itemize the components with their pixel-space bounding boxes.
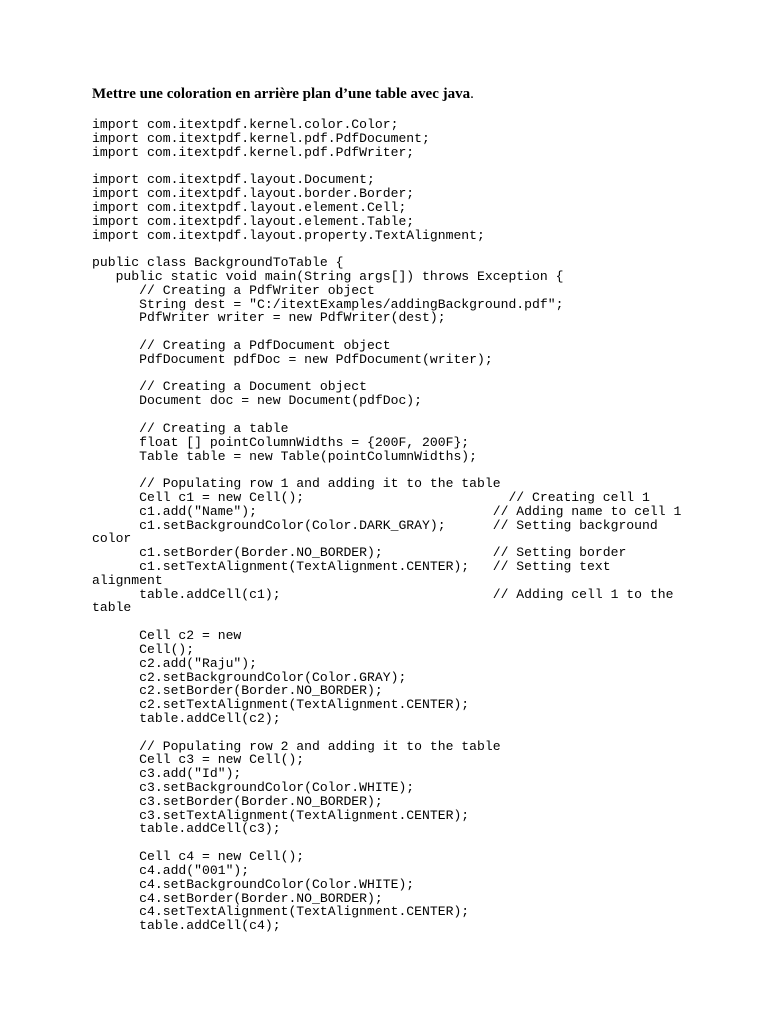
code-line: import com.itextpdf.layout.element.Cell; bbox=[92, 199, 407, 215]
code-line: Cell c1 = new Cell(); // Creating cell 1 bbox=[92, 489, 650, 505]
code-line bbox=[92, 726, 732, 740]
code-line: import com.itextpdf.kernel.color.Color; bbox=[92, 117, 399, 132]
code-line: table.addCell(c1); // Adding cell 1 to the bbox=[92, 586, 674, 602]
code-line: import com.itextpdf.layout.property.TextAlignment; bbox=[92, 227, 485, 243]
code-line: public class BackgroundToTable { bbox=[92, 255, 344, 271]
code-line: Document doc = new Document(pdfDoc); bbox=[92, 393, 423, 409]
code-line: c4.setTextAlignment(TextAlignment.CENTER); bbox=[92, 904, 470, 920]
code-line: // Creating a table bbox=[92, 420, 289, 436]
code-line bbox=[92, 615, 732, 629]
code-line: // Populating row 1 and adding it to the table bbox=[92, 476, 501, 492]
code-line: PdfWriter writer = new PdfWriter(dest); bbox=[92, 310, 446, 326]
code-line: Cell c4 = new Cell(); bbox=[92, 849, 305, 865]
code-line: String dest = "C:/itextExamples/addingBackground.pdf"; bbox=[92, 296, 564, 312]
code-line: c3.setBackgroundColor(Color.WHITE); bbox=[92, 780, 415, 795]
code-line: Cell(); bbox=[92, 641, 195, 657]
code-line: alignment bbox=[92, 572, 163, 588]
code-listing bbox=[92, 118, 732, 933]
code-line bbox=[92, 242, 732, 256]
code-line: c1.setBorder(Border.NO_BORDER); // Setting border bbox=[92, 545, 627, 561]
code-line: // Populating row 2 and adding it to the table bbox=[92, 738, 501, 754]
code-line: public static void main(String args[]) throws Exception { bbox=[92, 268, 564, 284]
code-line: table.addCell(c4); bbox=[92, 918, 281, 934]
document-title-period: . bbox=[470, 86, 474, 102]
code-line: color bbox=[92, 531, 132, 547]
code-line: c3.setTextAlignment(TextAlignment.CENTER); bbox=[92, 807, 470, 823]
code-line: c4.add("001"); bbox=[92, 862, 250, 878]
document-title-text: Mettre une coloration en arrière plan d’une table avec java bbox=[92, 86, 471, 102]
code-line: float [] pointColumnWidths = {200F, 200F}; bbox=[92, 434, 470, 450]
code-line: import com.itextpdf.layout.border.Border; bbox=[92, 186, 415, 202]
code-line bbox=[92, 836, 732, 850]
code-line: c4.setBackgroundColor(Color.WHITE); bbox=[92, 876, 415, 892]
code-line: c2.setTextAlignment(TextAlignment.CENTER); bbox=[92, 697, 470, 713]
code-line: PdfDocument pdfDoc = new PdfDocument(writer); bbox=[92, 351, 493, 367]
code-line: c2.setBackgroundColor(Color.GRAY); bbox=[92, 669, 407, 685]
code-line: c3.setBorder(Border.NO_BORDER); bbox=[92, 793, 383, 809]
code-line: Cell c2 = new bbox=[92, 628, 242, 644]
code-line: // Creating a PdfWriter object bbox=[92, 282, 375, 298]
code-line: c4.setBorder(Border.NO_BORDER); bbox=[92, 890, 383, 906]
code-line bbox=[92, 367, 732, 381]
code-line bbox=[92, 463, 732, 477]
code-line: import com.itextpdf.kernel.pdf.PdfDocument; bbox=[92, 130, 430, 146]
code-line: table bbox=[92, 600, 132, 616]
code-line: c1.setTextAlignment(TextAlignment.CENTER); // Setting text bbox=[92, 559, 611, 574]
code-line: c2.add("Raju"); bbox=[92, 655, 258, 671]
code-line: import com.itextpdf.kernel.pdf.PdfWriter; bbox=[92, 144, 415, 160]
code-line: // Creating a Document object bbox=[92, 379, 368, 395]
code-line bbox=[92, 325, 732, 339]
code-line: c1.add("Name"); // Adding name to cell 1 bbox=[92, 503, 682, 519]
code-line: import com.itextpdf.layout.Document; bbox=[92, 172, 375, 188]
code-line: c1.setBackgroundColor(Color.DARK_GRAY); // Setting background bbox=[92, 517, 658, 533]
document-title bbox=[92, 85, 474, 103]
code-line: Table table = new Table(pointColumnWidths); bbox=[92, 448, 478, 464]
code-line bbox=[92, 408, 732, 422]
code-line: c3.add("Id"); bbox=[92, 766, 242, 782]
code-line: Cell c3 = new Cell(); bbox=[92, 752, 305, 768]
code-line bbox=[92, 159, 732, 173]
code-line: import com.itextpdf.layout.element.Table; bbox=[92, 213, 415, 229]
code-line: // Creating a PdfDocument object bbox=[92, 338, 391, 353]
code-line: c2.setBorder(Border.NO_BORDER); bbox=[92, 683, 383, 699]
code-line: table.addCell(c2); bbox=[92, 710, 281, 726]
code-line: table.addCell(c3); bbox=[92, 821, 281, 837]
